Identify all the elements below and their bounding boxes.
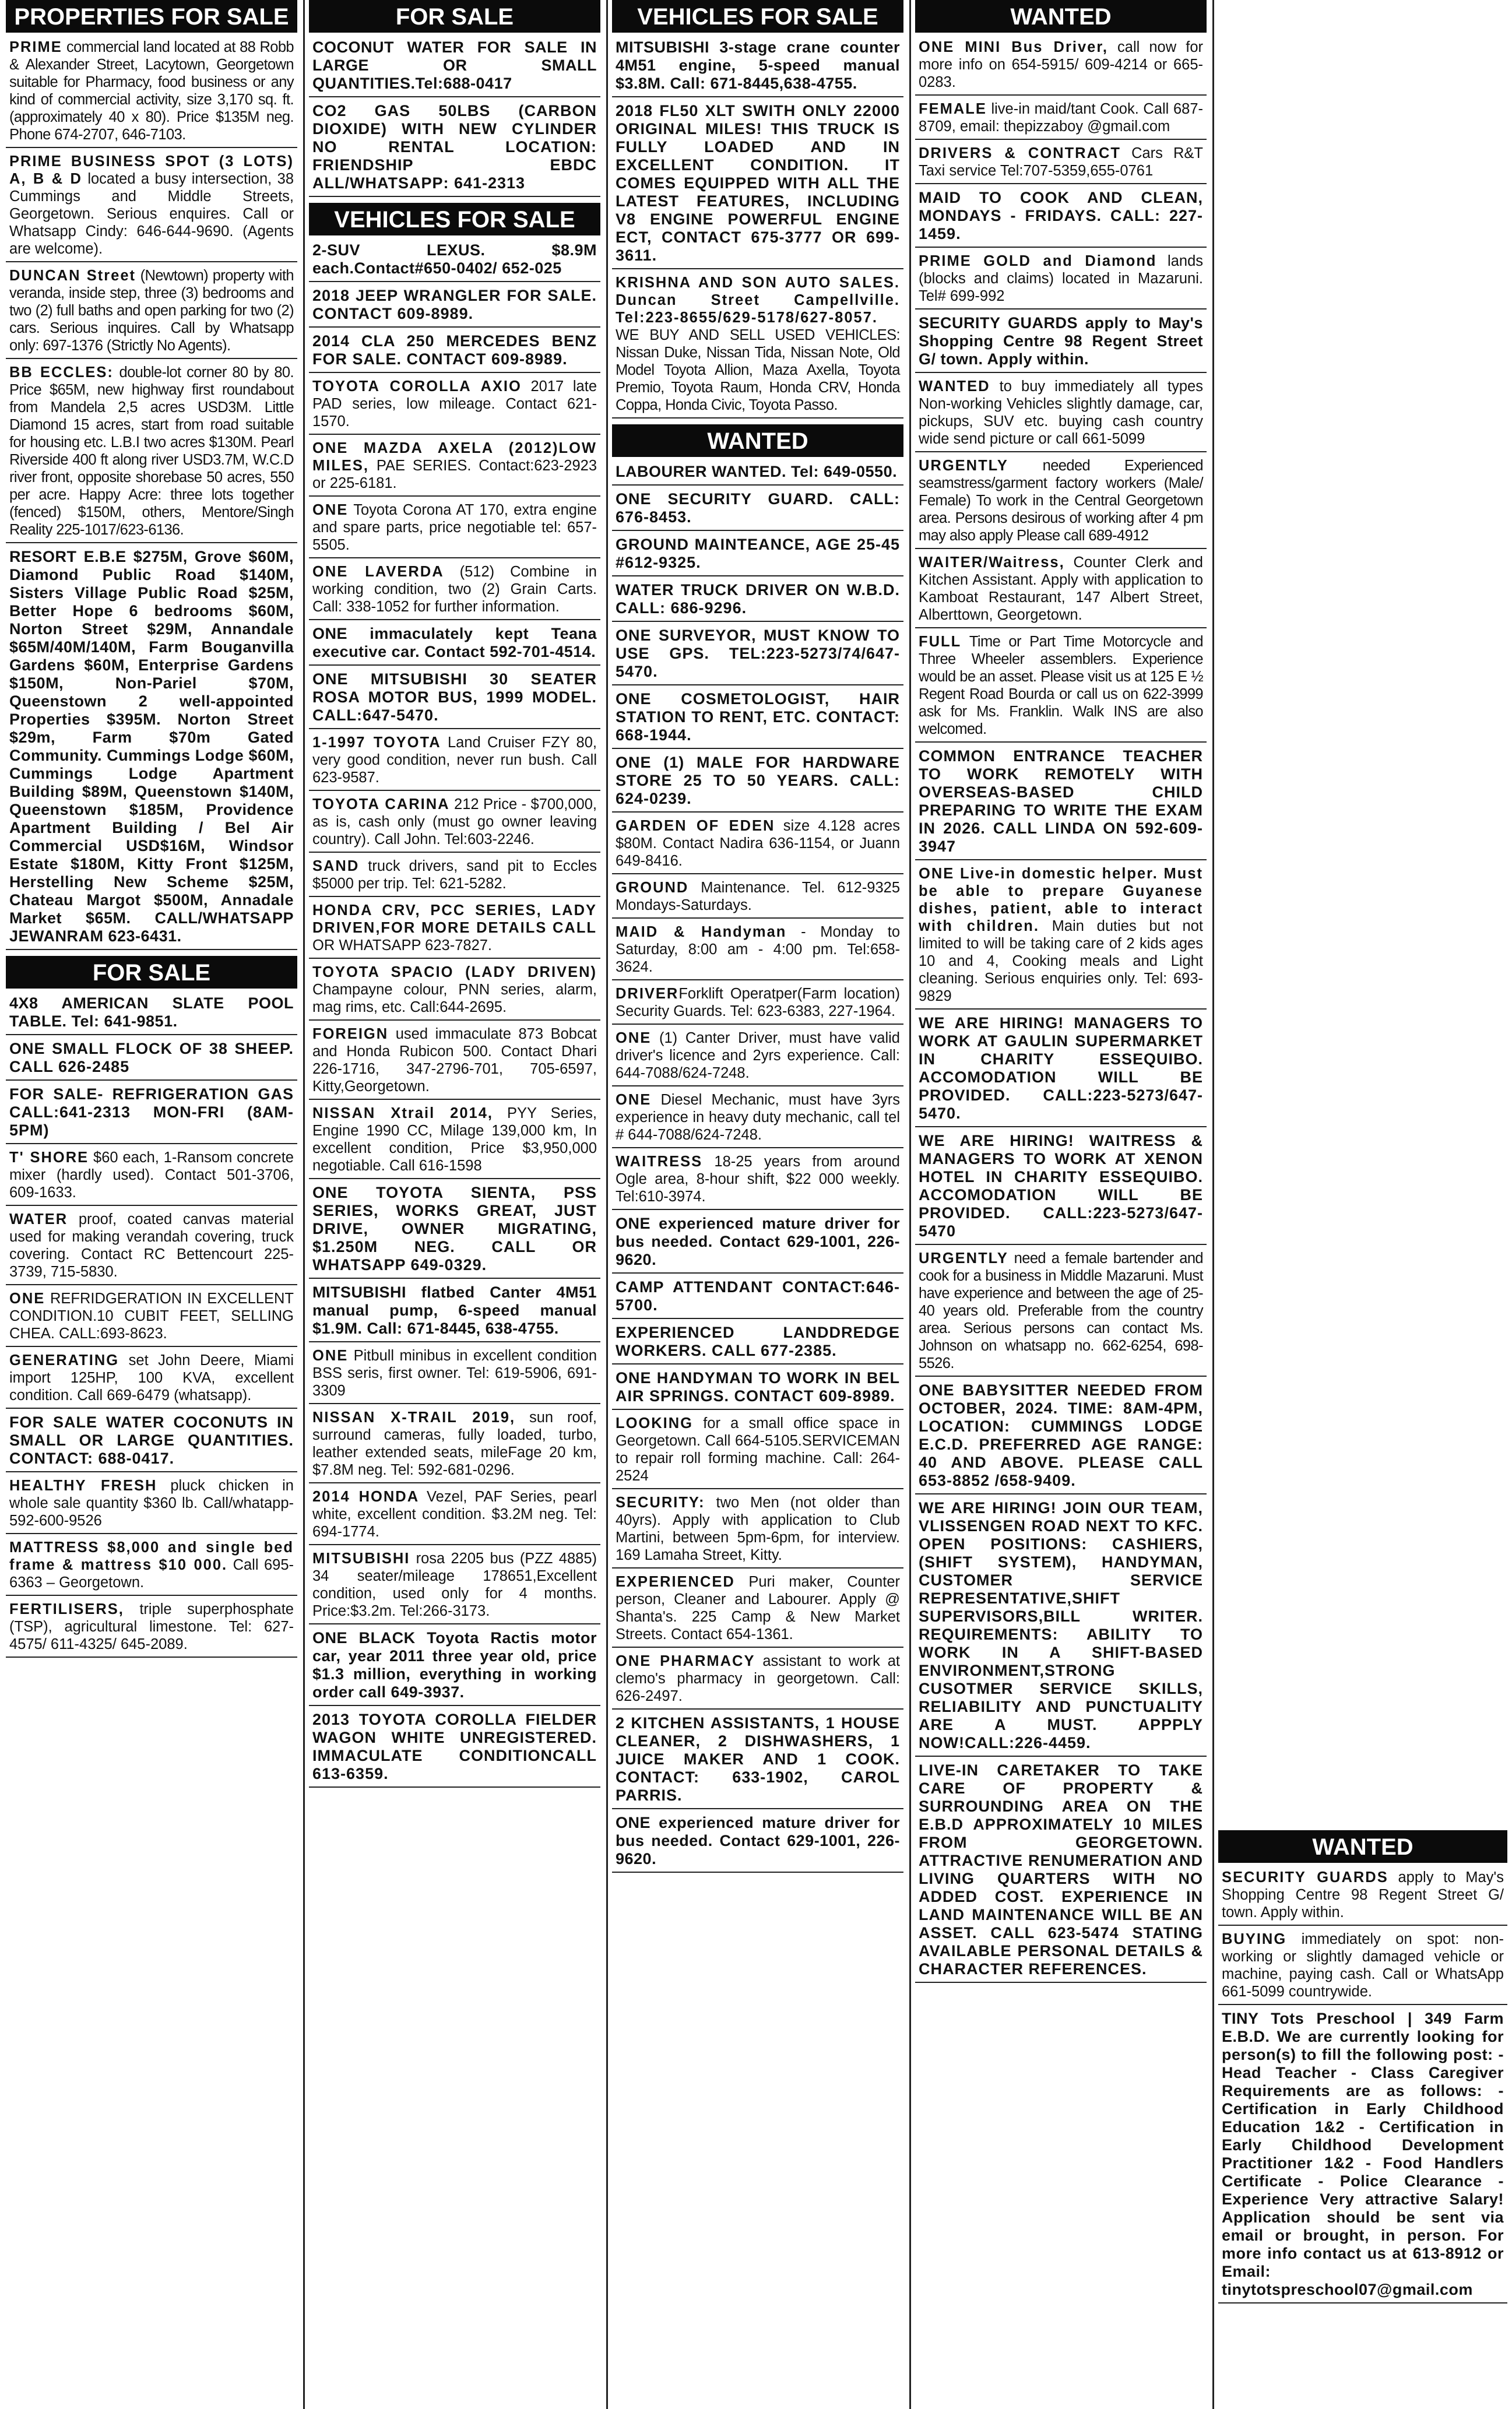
ad-text: Maintenance. Tel. 612-9325 Mondays-Saturdays.	[616, 880, 900, 913]
classified-ad	[309, 1629, 600, 1706]
ad-text: Call 695-6363 – Georgetown.	[9, 1557, 294, 1591]
ad-lead: TOYOTA SPACIO (LADY DRIVEN)	[312, 964, 597, 980]
classified-ad	[915, 1132, 1207, 1245]
ad-lead: 2014 CLA 250 MERCEDES BENZ FOR SALE. CONTACT 609-8989.	[312, 332, 597, 368]
ad-text: - Monday to Saturday, 8:00 am - 4:00 pm. Tel:658-3624.	[616, 924, 901, 975]
classified-ad	[6, 1477, 297, 1534]
ad-lead: MATTRESS $8,000 and single bed frame & mattress $10 000.	[9, 1539, 294, 1573]
classified-ad	[1218, 2010, 1507, 2304]
ad-text: to buy immediately all types Non-working Vehicles slightly damage, car, pickups, SUV etc. buying cash country wide send picture or call 661-5099	[919, 378, 1203, 447]
ad-text: Puri maker, Counter person, Cleaner and Labourer. Apply @ Shanta's. 225 Camp & New Market Streets. Contact 654-1361.	[616, 1574, 900, 1643]
classified-ad	[612, 1573, 903, 1648]
ad-text: (Newtown) property with veranda, inside step, three (3) bedrooms and two (2) full baths and open parking for two (2) cars. Serious inquires. Call by Whatsapp only: 697-1376 (Strictly No Agents).	[9, 268, 294, 354]
ad-text: for a small office space in Georgetown. Call 664-5105.SERVICEMAN to repair roll forming machine. Call: 264-2524	[616, 1415, 900, 1484]
ad-lead: TOYOTA COROLLA AXIO	[312, 378, 522, 395]
classified-ad	[612, 1714, 903, 1809]
ad-text: REFRIDGERATION IN EXCELLENT CONDITION.10 CUBIT FEET, SELLING CHEA. CALL:693-8623.	[9, 1290, 294, 1342]
ad-lead: ONE (1) MALE FOR HARDWARE STORE 25 TO 50 YEARS. CALL: 624-0239.	[616, 754, 900, 807]
ad-text: call now for more info on 654-5915/ 609-4214 or 665-0283.	[919, 39, 1203, 90]
ad-lead: ONE experienced mature driver for bus needed. Contact 629-1001, 226-9620.	[616, 1814, 900, 1868]
classified-ad	[309, 102, 600, 197]
classified-ad	[6, 364, 297, 543]
ad-text: used immaculate 873 Bobcat and Honda Rubicon 500. Contact Dhari 226-1716, 347-2796-701, 705-6597, Kitty,Georgetown.	[312, 1026, 597, 1095]
ad-lead: WAITRESS	[616, 1153, 703, 1170]
column-rule	[1212, 0, 1214, 2409]
classified-ad	[309, 287, 600, 328]
ad-lead: 2-SUV LEXUS. $8.9M each.Contact#650-0402/ 652-025	[312, 241, 597, 277]
ad-lead: ONE	[312, 1348, 349, 1364]
ad-text: PAE SERIES. Contact:623-2923 or 225-6181.	[312, 458, 597, 491]
classified-ad	[309, 1184, 600, 1279]
ad-lead: MITSUBISHI 3-stage crane counter 4M51 engine, 5-speed manual $3.8M. Call: 671-8445,638-4755.	[616, 38, 900, 92]
ad-text: 2017 late PAD series, low mileage. Contact 621-1570.	[312, 378, 597, 430]
classified-ad	[6, 994, 297, 1035]
ad-lead: ONE	[312, 502, 349, 518]
classified-ad	[309, 963, 600, 1021]
ad-lead: TOYOTA CARINA	[312, 796, 450, 813]
classified-ad	[612, 490, 903, 531]
ad-lead: PRIME	[9, 39, 62, 55]
ad-lead: ONE Live-in domestic helper. Must be able to prepare Guyanese dishes, patient, able to interact with children.	[919, 866, 1203, 934]
ad-lead: ONE experienced mature driver for bus needed. Contact 629-1001, 226-9620.	[616, 1215, 900, 1268]
section-header: WANTED	[612, 424, 903, 457]
classified-ad	[612, 879, 903, 919]
ad-lead: ONE	[616, 1030, 652, 1046]
classified-ad	[612, 102, 903, 269]
section-header: FOR SALE	[6, 956, 297, 989]
column-properties	[6, 0, 297, 2409]
column-wanted-extra	[1218, 1830, 1507, 2407]
ad-text: located a busy intersection, 38 Cummings and Middle Streets, Georgetown. Serious enquires. Call or Whatsapp Cindy: 646-644-9690. (Agents are welcome).	[9, 171, 294, 257]
ad-text: $60 each, 1-Ransom concrete mixer (hardly used). Contact 501-3706, 609-1633.	[9, 1149, 294, 1201]
ad-lead: GROUND MAINTEANCE, AGE 25-45 #612-9325.	[616, 536, 900, 571]
classified-ad	[309, 241, 600, 282]
classified-ad	[6, 548, 297, 950]
classified-ad	[612, 627, 903, 685]
ad-text: Vezel, PAF Series, pearl white, excellent condition. $3.2M neg. Tel: 694-1774.	[312, 1489, 597, 1540]
classified-ad	[612, 690, 903, 749]
ad-lead: FOREIGN	[312, 1026, 389, 1042]
section-header: FOR SALE	[309, 0, 600, 33]
ad-lead: GARDEN OF EDEN	[616, 818, 775, 834]
ad-text: set John Deere, Miami import 125HP, 100 KVA, excellent condition. Call 669-6479 (whatsapp).	[9, 1352, 294, 1404]
section-header: WANTED	[915, 0, 1207, 33]
ad-lead: DUNCAN Street	[9, 268, 136, 284]
classified-ad	[6, 1211, 297, 1285]
classified-ad	[915, 1250, 1207, 1377]
classified-ad	[6, 1413, 297, 1472]
ad-lead: 2018 JEEP WRANGLER FOR SALE. CONTACT 609-8989.	[312, 287, 597, 322]
classified-ad	[612, 1369, 903, 1410]
ad-lead: 2 KITCHEN ASSISTANTS, 1 HOUSE CLEANER, 2 DISHWASHERS, 1 JUICE MAKER AND 1 COOK. CONTACT: 633-1902, CAROL PARRIS.	[616, 1714, 900, 1804]
ad-lead: 2013 TOYOTA COROLLA FIELDER WAGON WHITE UNREGISTERED. IMMACULATE CONDITIONCALL 613-6359.	[312, 1711, 597, 1782]
ad-lead: 2014 HONDA	[312, 1489, 420, 1505]
column-rule	[909, 0, 911, 2409]
ad-text: commercial land located at 88 Robb & Alexander Street, Lacytown, Georgetown suitable for Pharmacy, food business or any kind of commercial activity, size 3,170 sq. ft. (approximately 40 x 80). Price $135M neg. Phone 674-2707, 646-7103.	[9, 39, 294, 143]
column-for-sale	[309, 0, 600, 2409]
classified-ad	[6, 1290, 297, 1347]
section-header: VEHICLES FOR SALE	[309, 203, 600, 235]
ad-text: Diesel Mechanic, must have 3yrs experience in heavy duty mechanic, call tel # 644-7088/624-7248.	[616, 1092, 900, 1143]
classified-ad	[612, 923, 903, 980]
ad-text: Main duties but not limited to will be taking care of 2 kids ages 10 and 4, Cooking meals and Light cleaning. Serious enquiries only. Tel: 693-9829	[919, 918, 1203, 1004]
ad-lead: ONE MAZDA AXELA (2012)LOW MILES,	[312, 440, 597, 474]
classified-ad	[915, 1014, 1207, 1127]
classified-ad	[612, 1324, 903, 1364]
ad-lead: DRIVER	[616, 986, 679, 1002]
ad-lead: ONE SURVEYOR, MUST KNOW TO USE GPS. TEL:223-5273/74/647-5470.	[616, 627, 900, 680]
ad-lead: SECURITY GUARDS apply to May's Shopping Centre 98 Regent Street G/ town. Apply within.	[919, 314, 1203, 368]
ad-lead: KRISHNA AND SON AUTO SALES. Duncan Street Campellville. Tel:223-8655/629-5178/627-8057.	[616, 275, 900, 326]
ad-text: Time or Part Time Motorcycle and Three Wheeler assemblers. Experience would be an asset. Please visit us at 125 E ½ Regent Road Bourda or call us on 622-3999 ask for Ms. Franklin. Walk INS are also welcomed.	[919, 634, 1203, 737]
ads-list	[6, 38, 297, 950]
ad-lead: NISSAN X-TRAIL 2019,	[312, 1409, 516, 1426]
classified-ad	[612, 1814, 903, 1873]
ad-lead: SECURITY:	[616, 1494, 705, 1511]
ad-lead: WAITER/Waitress,	[919, 554, 1065, 571]
ad-text: Champayne colour, PNN series, alarm, mag rims, etc. Call:644-2695.	[312, 982, 597, 1015]
classified-ad	[915, 189, 1207, 248]
classified-ad	[612, 1652, 903, 1710]
classified-ad	[1218, 1930, 1507, 2005]
ad-lead: FULL	[919, 634, 962, 650]
ad-text: proof, coated canvas material used for making verandah covering, truck covering. Contact RC Bettencourt 225-3739, 715-5830.	[9, 1211, 294, 1280]
classified-ad	[6, 1601, 297, 1658]
ad-lead: COMMON ENTRANCE TEACHER TO WORK REMOTELY WITH OVERSEAS-BASED CHILD PREPARING TO WRITE THE EXAM IN 2026. CALL LINDA ON 592-609-3947	[919, 747, 1203, 855]
ad-text: Cars R&T Taxi service Tel:707-5359,655-0761	[919, 145, 1203, 179]
classified-ad	[309, 1409, 600, 1483]
ad-text: Toyota Corona AT 170, extra engine and spare parts, price negotiable tel: 657-5505.	[312, 502, 597, 553]
ad-lead: WATER TRUCK DRIVER ON W.B.D. CALL: 686-9296.	[616, 581, 900, 617]
ad-text: Counter Clerk and Kitchen Assistant. Apply with application to Kamboat Restaurant, 147 Albert Street, Alberttown, Georgetown.	[919, 554, 1203, 623]
classified-ad	[915, 38, 1207, 96]
classified-ad	[309, 1105, 600, 1179]
ads-list	[6, 994, 297, 1658]
classified-ad	[612, 1029, 903, 1086]
ad-text: 18-25 years from around Ogle area, 8-hour shift, $22 000 weekly. Tel:610-3974.	[616, 1153, 900, 1205]
ad-text: WE BUY AND SELL USED VEHICLES: Nissan Duke, Nissan Tida, Nissan Note, Old Model Toyota Allion, Maza Axella, Toyota Premio, Toyota Raum, Honda CRV, Honda Coppa, Honda Civic, Toyota Passo.	[616, 327, 900, 413]
ad-lead: GROUND	[616, 880, 689, 896]
ad-lead: ONE COSMETOLOGIST, HAIR STATION TO RENT, ETC. CONTACT: 668-1944.	[616, 690, 900, 744]
classified-ad	[6, 1539, 297, 1596]
classified-ad	[915, 865, 1207, 1010]
ad-text: 212 Price - $700,000, as is, cash only (must go owner leaving country). Call John. Tel:603-2246.	[312, 796, 597, 847]
classified-ad	[612, 581, 903, 622]
ad-lead: MAID TO COOK AND CLEAN, MONDAYS - FRIDAYS. CALL: 227-1459.	[919, 189, 1203, 242]
classified-ad	[309, 439, 600, 497]
classified-ad	[309, 1347, 600, 1404]
ad-lead: FEMALE	[919, 101, 987, 117]
classified-ad	[6, 267, 297, 359]
classified-ad	[309, 1488, 600, 1545]
classified-ad	[309, 38, 600, 97]
classified-ad	[612, 1091, 903, 1148]
ad-lead: RESORT E.B.E $275M, Grove $60M, Diamond Public Road $140M, Sisters Village Public Road $25M, Better Hope 6 bedrooms $60M, Norton Street $29M, Annandale $65M/40M/140M, Farm Bouganvilla Gardens $60M, Enterprise Gardens $150M, Non-Pariel $70M, Queenstown 2 well-appointed Properties $395M. Norton Street $29m, Farm $70m Gated Community. Cummings Lodge $60M, Cummings Lodge Apartment Building $89M, Queenstown $140M, Queenstown $185M, Providence Apartment Building / Bel Air Commercial USD$16M, Windsor Estate $180M, Kitty Front $125M, Herstelling New Scheme $25M, Chateau Margot $500M, Annadale Market $65M. CALL/WHATSAPP JEWANRAM 623-6431.	[9, 548, 294, 945]
classified-ad	[309, 378, 600, 435]
ad-lead: WE ARE HIRING! JOIN OUR TEAM, VLISSENGEN ROAD NEXT TO KFC. OPEN POSITIONS: CASHIERS, (SHIFT SYSTEM), HANDYMAN, CUSTOMER SERVICE REPRESENTATIVE,SHIFT SUPERVISORS,BILL WRITER. REQUIREMENTS: ABILITY TO WORK IN A SHIFT-BASED ENVIRONMENT,STRONG CUSOTMER SERVICE SKILLS, RELIABILITY AND PUNCTUALITY ARE A MUST. APPPLY NOW!CALL:226-4459.	[919, 1499, 1203, 1752]
classified-ad	[612, 985, 903, 1025]
column-rule	[606, 0, 608, 2409]
classified-ad	[309, 332, 600, 373]
ad-lead: ONE BLACK Toyota Ractis motor car, year 2011 three year old, price $1.3 million, everything in working order call 649-3937.	[312, 1629, 597, 1701]
ad-lead: LABOURER WANTED. Tel: 649-0550.	[616, 463, 898, 480]
ads-list	[1218, 1869, 1507, 2304]
classified-ad	[915, 378, 1207, 452]
classified-ad	[915, 314, 1207, 373]
classified-ad	[612, 1415, 903, 1489]
ads-list	[309, 241, 600, 1788]
ad-lead: BB ECCLES:	[9, 364, 114, 381]
ad-lead: NISSAN Xtrail 2014,	[312, 1105, 493, 1121]
classified-ad	[915, 100, 1207, 140]
ad-lead: WE ARE HIRING! MANAGERS TO WORK AT GAULIN SUPERMARKET IN CHARITY ESSEQUIBO. ACCOMODATION WILL BE PROVIDED. CALL:223-5273/647-5470.	[919, 1014, 1203, 1122]
ad-text: size 4.128 acres $80M. Contact Nadira 636-1154, or Juann 649-8416.	[616, 818, 900, 869]
ad-lead: ONE SECURITY GUARD. CALL: 676-8453.	[616, 490, 900, 526]
ad-text: (1) Canter Driver, must have valid driver's licence and 2yrs experience. Call: 644-7088/624-7248.	[616, 1030, 900, 1081]
classified-ad	[309, 625, 600, 666]
ad-lead: T' SHORE	[9, 1149, 89, 1166]
ad-lead: MITSUBISHI flatbed Canter 4M51 manual pump, 6-speed manual $1.9M. Call: 671-8445, 638-4755.	[312, 1283, 597, 1337]
ad-text: Land Cruiser FZY 80, very good condition, never run bush. Call 623-9587.	[312, 734, 597, 786]
column-rule	[303, 0, 305, 2409]
ad-text: (512) Combine in working condition, two (2) Grain Carts. Call: 338-1052 for further information.	[312, 564, 597, 615]
ad-lead: ONE PHARMACY	[616, 1653, 755, 1669]
classified-ad	[6, 1352, 297, 1409]
ad-lead: HONDA CRV, PCC SERIES, LADY DRIVEN,FOR MORE DETAILS CALL	[312, 902, 597, 936]
ad-lead: URGENTLY	[919, 1250, 1008, 1267]
ad-lead: LIVE-IN CARETAKER TO TAKE CARE OF PROPERTY & SURROUNDING AREA ON THE E.B.D APPROXIMATELY 10 MILES FROM GEORGETOWN. ATTRACTIVE RENUMERATION AND LIVING QUARTERS WITH NO ADDED COST. EXPERIENCE IN LAND MAINTENANCE WILL BE AN ASSET. CALL 623-5474 STATING AVAILABLE PERSONAL DETAILS & CHARACTER REFERENCES.	[919, 1761, 1203, 1978]
classified-ad	[612, 274, 903, 419]
ad-lead: 1-1997 TOYOTA	[312, 734, 441, 751]
classified-ad	[309, 734, 600, 791]
ad-text: pluck chicken in whole sale quantity $360 lb. Call/whatapp- 592-600-9526	[9, 1478, 294, 1529]
classified-ad	[6, 1149, 297, 1206]
classified-ad	[309, 1025, 600, 1100]
ad-text: live-in maid/tant Cook. Call 687-8709, email: thepizzaboy @gmail.com	[919, 101, 1203, 135]
ad-lead: CAMP ATTENDANT CONTACT:646-5700.	[616, 1278, 900, 1314]
ad-lead: MITSUBISHI	[312, 1550, 410, 1567]
ad-lead: DRIVERS & CONTRACT	[919, 145, 1121, 161]
ads-list	[612, 38, 903, 419]
ad-lead: MAID & Handyman	[616, 924, 787, 940]
classified-ad	[612, 536, 903, 576]
ad-lead: TINY Tots Preschool | 349 Farm E.B.D. We are currently looking for person(s) to fill the following post: - Head Teacher - Class Caregiver Requirements are as follows: - Certification in Early Childhood Education 1&2 - Certification in Early Childhood Development Practitioner 1&2 - Food Handlers Certificate - Police Clearance - Experience Very attractive Salary! Application should be sent via email or brought, in person. For more info contact us at 613-8912 or Email: tinytotspreschool07@gmail.com	[1222, 2010, 1504, 2298]
ad-lead: ONE MINI Bus Driver,	[919, 39, 1108, 55]
ad-text: triple superphosphate (TSP), agricultural limestone. Tel: 627-4575/ 611-4325/ 645-2089.	[9, 1601, 294, 1652]
classified-ad	[309, 670, 600, 729]
ad-lead: WANTED	[919, 378, 990, 395]
ad-lead: FERTILISERS,	[9, 1601, 124, 1617]
ad-text: Pitbull minibus in excellent condition BSS seris, first owner. Tel: 619-5906, 691-3309	[312, 1348, 597, 1399]
ad-lead: COCONUT WATER FOR SALE IN LARGE OR SMALL QUANTITIES.Tel:688-0417	[312, 38, 597, 92]
ad-lead: ONE	[616, 1092, 652, 1108]
ads-list	[612, 463, 903, 1873]
classified-ad	[309, 902, 600, 959]
classified-ad	[309, 501, 600, 558]
classified-ad	[915, 145, 1207, 184]
classified-ad	[915, 1761, 1207, 1983]
classified-ad	[612, 1215, 903, 1274]
ad-lead: EXPERIENCED	[616, 1574, 735, 1590]
classified-ad	[915, 457, 1207, 549]
ad-text: two Men (not older than 40yrs). Apply with application to Club Martini, between 5pm-6pm, for interview. 169 Lamaha Street, Kitty.	[616, 1494, 900, 1563]
ad-lead: ONE BABYSITTER NEEDED FROM OCTOBER, 2024. TIME: 8AM-4PM, LOCATION: CUMMINGS LODGE E.C.D. PREFERRED AGE RANGE: 40 AND ABOVE. PLEASE CALL 653-8852 /658-9409.	[919, 1381, 1203, 1489]
classified-ad	[915, 747, 1207, 860]
classified-ad	[612, 1494, 903, 1569]
section-header: WANTED	[1218, 1830, 1507, 1863]
classified-ad	[915, 252, 1207, 310]
classified-ad	[915, 1499, 1207, 1757]
ad-lead: ONE MITSUBISHI 30 SEATER ROSA MOTOR BUS, 1999 MODEL. CALL:647-5470.	[312, 670, 597, 724]
ad-lead: BUYING	[1222, 1931, 1287, 1947]
classified-ad	[309, 1711, 600, 1788]
ad-text: immediately on spot: non-working or slightly damaged vehicle or machine, paying cash. Call or WhatsApp 661-5099 countrywide.	[1222, 1931, 1504, 2000]
classified-ad	[612, 817, 903, 874]
classified-ad	[6, 38, 297, 148]
ad-text: apply to May's Shopping Centre 98 Regent Street G/ town. Apply within.	[1222, 1869, 1504, 1921]
ad-text: OR WHATSAPP 623-7827.	[312, 937, 493, 954]
ad-lead: HEALTHY FRESH	[9, 1478, 157, 1494]
ad-lead: PRIME BUSINESS SPOT (3 LOTS) A, B & D	[9, 153, 294, 187]
ad-lead: FOR SALE- REFRIGERATION GAS CALL:641-2313 MON-FRI (8AM-5PM)	[9, 1085, 294, 1139]
ad-lead: ONE TOYOTA SIENTA, PSS SERIES, WORKS GREAT, JUST DRIVE, OWNER MIGRATING, $1.250M NEG. CALL OR WHATSAPP 649-0329.	[312, 1184, 597, 1274]
classified-ad	[309, 1283, 600, 1342]
classified-ad	[915, 554, 1207, 628]
ad-lead: WATER	[9, 1211, 68, 1228]
ad-lead: ONE SMALL FLOCK OF 38 SHEEP. CALL 626-2485	[9, 1040, 294, 1075]
ad-lead: PRIME GOLD and Diamond	[919, 253, 1157, 269]
classified-ad	[612, 1278, 903, 1319]
ads-list	[915, 38, 1207, 1983]
ad-lead: FOR SALE WATER COCONUTS IN SMALL OR LARGE QUANTITIES. CONTACT: 688-0417.	[9, 1413, 294, 1467]
classified-ad	[612, 38, 903, 97]
ad-text: need a female bartender and cook for a business in Middle Mazaruni. Must have experience and between the age of 25-40 years old. Preferable from the country area. Serious persons can contact Ms. Johnson on whatsapp no. 662-6254, 698-5526.	[919, 1250, 1203, 1371]
ads-list	[309, 38, 600, 197]
classified-ad	[612, 754, 903, 813]
classified-ad	[612, 1153, 903, 1210]
classified-ad	[6, 1085, 297, 1144]
ad-text: truck drivers, sand pit to Eccles $5000 per trip. Tel: 621-5282.	[312, 858, 597, 892]
ad-lead: ONE immaculately kept Teana executive car. Contact 592-701-4514.	[312, 625, 597, 660]
ad-lead: ONE	[9, 1290, 45, 1307]
ad-text: needed Experienced seamstress/garment factory workers (Male/ Female) To work in the Central Georgetown area. Persons desirous of working after 4 pm may also apply Please call 689-4912	[919, 458, 1203, 544]
ad-lead: EXPERIENCED LANDDREDGE WORKERS. CALL 677-2385.	[616, 1324, 900, 1359]
ad-lead: URGENTLY	[919, 458, 1008, 474]
column-vehicles	[612, 0, 903, 2409]
ad-text: lands (blocks and claims) located in Mazaruni. Tel# 699-992	[919, 253, 1204, 304]
ad-lead: GENERATING	[9, 1352, 119, 1369]
classified-ad	[6, 1040, 297, 1081]
ad-text: Forklift Operatper(Farm location) Security Guards. Tel: 623-6383, 227-1964.	[616, 986, 900, 1019]
classified-ad	[309, 1550, 600, 1624]
classified-ad	[612, 463, 903, 486]
classified-ad	[915, 1381, 1207, 1494]
ad-lead: WE ARE HIRING! WAITRESS & MANAGERS TO WORK AT XENON HOTEL IN CHARITY ESSEQUIBO. ACCOMODATION WILL BE PROVIDED. CALL:223-5273/647-5470	[919, 1132, 1203, 1240]
classified-ad	[6, 153, 297, 262]
section-header: PROPERTIES FOR SALE	[6, 0, 297, 33]
ad-text: PYY Series, Engine 1990 CC, Milage 139,000 km, In excellent condition, Price $3,950,000 negotiable. Call 616-1598	[312, 1105, 597, 1174]
ad-text: rosa 2205 bus (PZZ 4885) 34 seater/mileage 178651,Excellent condition, used only for 4 months. Price:$3.2m. Tel:266-3173.	[312, 1550, 597, 1619]
ad-lead: SECURITY GUARDS	[1222, 1869, 1388, 1886]
ad-lead: ONE HANDYMAN TO WORK IN BEL AIR SPRINGS. CONTACT 609-8989.	[616, 1369, 900, 1405]
classified-ad	[309, 857, 600, 897]
classified-ad	[915, 633, 1207, 743]
ad-lead: 4X8 AMERICAN SLATE POOL TABLE. Tel: 641-9851.	[9, 994, 294, 1030]
ad-text: assistant to work at clemo's pharmacy in georgetown. Call: 626-2497.	[616, 1653, 901, 1704]
classified-ad	[1218, 1869, 1507, 1926]
ad-text: double-lot corner 80 by 80. Price $65M, new highway first roundabout from Mandela 2,5 acres USD3M. Little Diamond 15 acres, start from road suitable for housing etc. L.B.I two acres $130M. Pearl Riverside 400 ft along river USD3.7M, W.C.D river front, opposite shorebase 50 acres, 550 per acre. Happy Acre: three lots together (fenced) $150M, others, Mentore/Singh Reality 225-1017/623-6136.	[9, 364, 294, 538]
ad-lead: ONE LAVERDA	[312, 564, 444, 580]
classified-ad	[309, 796, 600, 853]
ad-lead: SAND	[312, 858, 360, 874]
section-header: VEHICLES FOR SALE	[612, 0, 903, 33]
ad-text: sun roof, surround cameras, fully loaded, turbo, leather extended seats, mileFage 20 km, $7.8M neg. Tel: 592-681-0296.	[312, 1409, 597, 1478]
ad-lead: CO2 GAS 50LBS (CARBON DIOXIDE) WITH NEW CYLINDER NO RENTAL LOCATION: FRIENDSHIP EBDC ALL/WHATSAPP: 641-2313	[312, 102, 597, 192]
ad-lead: 2018 FL50 XLT SWITH ONLY 22000 ORIGINAL MILES! THIS TRUCK IS FULLY LOADED AND IN EXCELLENT CONDITION. IT COMES EQUIPPED WITH ALL THE LATEST FEATURES, INCLUDING V8 ENGINE POWERFUL ENGINE ECT, CONTACT 675-3777 OR 699-3611.	[616, 102, 900, 264]
ad-lead: LOOKING	[616, 1415, 693, 1432]
classified-ad	[309, 563, 600, 620]
column-wanted	[915, 0, 1207, 2409]
